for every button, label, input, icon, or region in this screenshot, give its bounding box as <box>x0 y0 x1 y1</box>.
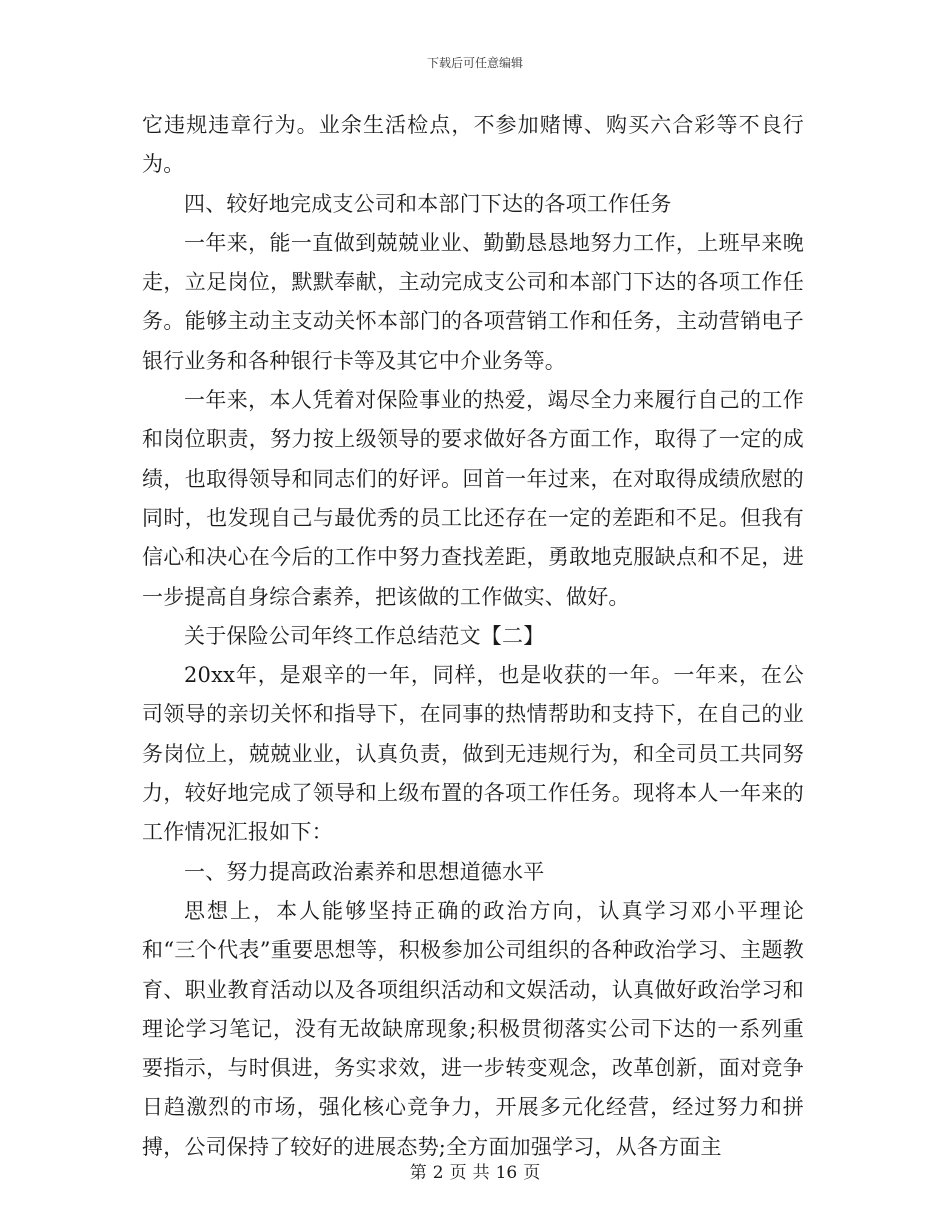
page-total-prefix: 共 <box>472 1163 490 1183</box>
page-prefix: 第 <box>409 1163 427 1183</box>
page-footer <box>0 1158 950 1183</box>
paragraph: 一年来，能一直做到兢兢业业、勤勤恳恳地努力工作，上班早来晚走，立足岗位，默默奉献，主动完成支公司和本部门下达的各项工作任务。能够主动主支动关怀本部门的各项营销工作和任务，主动营销电子银行业务和各种银行卡等及其它中介业务等。 <box>142 230 804 373</box>
paragraph: 一年来，本人凭着对保险事业的热爱，竭尽全力来履行自己的工作和岗位职责，努力按上级领导的要求做好各方面工作，取得了一定的成绩，也取得领导和同志们的好评。回首一年过来，在对取得成绩欣慰的同时，也发现自己与最优秀的员工比还存在一定的差距和不足。但我有信心和决心在今后的工作中努力查找差距，勇敢地克服缺点和不足，进一步提高自身综合素养，把该做的工作做实、做好。 <box>142 388 804 609</box>
page-mid: 页 <box>449 1163 467 1183</box>
page-total: 16 <box>495 1163 518 1183</box>
page-current: 2 <box>432 1163 444 1183</box>
paragraph: 它违规违章行为。业余生活检点，不参加赌博、购买六合彩等不良行为。 <box>142 113 804 177</box>
section-heading: 四、较好地完成支公司和本部门下达的各项工作任务 <box>184 191 672 216</box>
paragraph: 20xx年，是艰辛的一年，同样，也是收获的一年。一年来，在公司领导的亲切关怀和指导下，在同事的热情帮助和支持下，在自己的业务岗位上，兢兢业业，认真负责，做到无违规行为，和全司员工共同努力，较好地完成了领导和上级布置的各项工作任务。现将本人一年来的工作情况汇报如下： <box>142 663 804 845</box>
document-body <box>142 106 804 1167</box>
article-title: 关于保险公司年终工作总结范文【二】 <box>184 623 545 648</box>
paragraph: 思想上，本人能够坚持正确的政治方向，认真学习邓小平理论和“三个代表”重要思想等，积极参加公司组织的各种政治学习、主题教育、职业教育活动以及各项组织活动和文娱活动，认真做好政治学习和理论学习笔记，没有无故缺席现象;积极贯彻落实公司下达的一系列重要指示，与时俱进，务实求效，进一步转变观念，改革创新，面对竞争日趋激烈的市场，强化核心竞争力，开展多元化经营，经过努力和拼搏，公司保持了较好的进展态势;全方面加强学习，从各方面主 <box>142 898 804 1159</box>
page-suffix: 页 <box>523 1163 541 1183</box>
header-note: 下载后可任意编辑 <box>426 56 523 70</box>
section-heading: 一、努力提高政治素养和思想道德水平 <box>184 859 545 884</box>
